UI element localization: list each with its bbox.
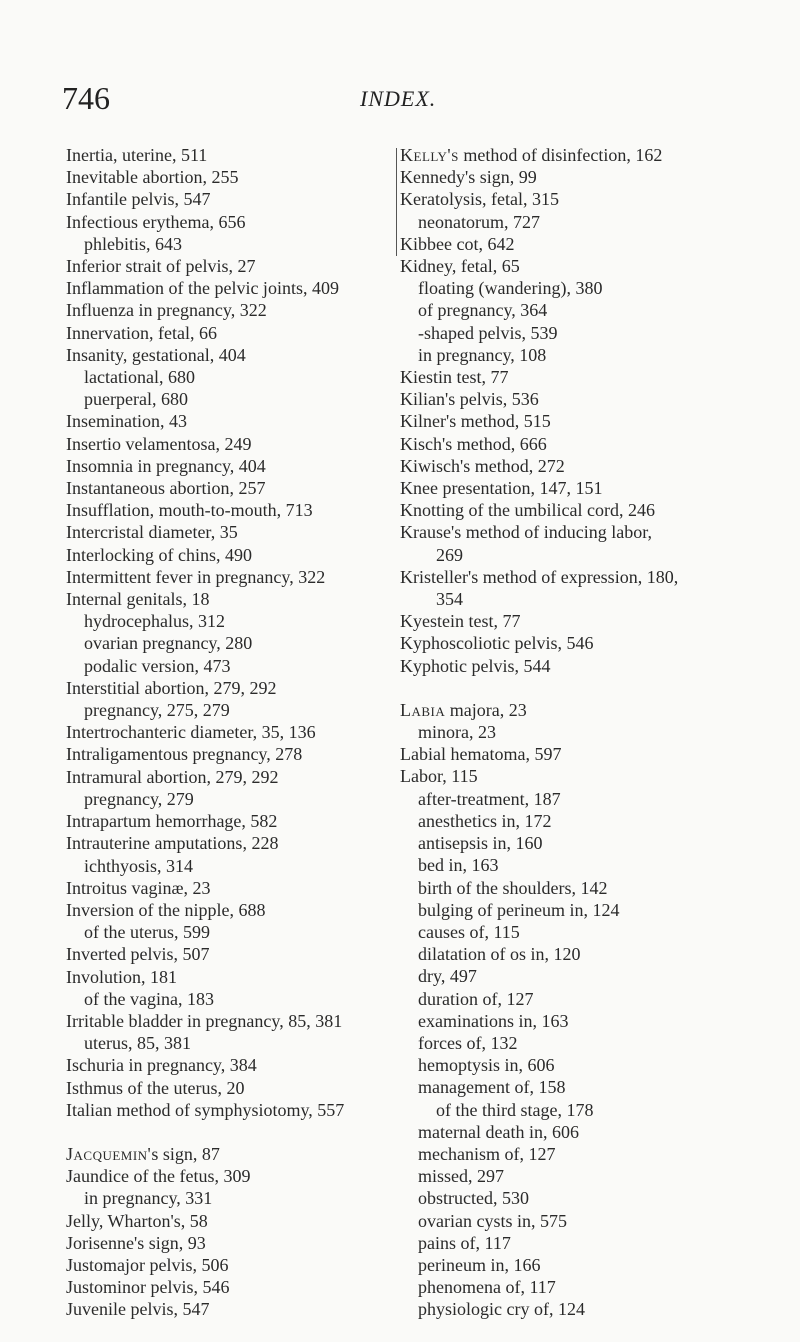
index-entry: of the uterus, 599 (84, 922, 210, 943)
index-entry: Juvenile pelvis, 547 (66, 1299, 210, 1320)
index-entry: hemoptysis in, 606 (418, 1055, 555, 1076)
index-entry: Jaundice of the fetus, 309 (66, 1166, 251, 1187)
index-entry: of the third stage, 178 (436, 1099, 594, 1120)
index-entry: Kiwisch's method, 272 (400, 455, 565, 476)
index-entry: Kyestein test, 77 (400, 611, 521, 632)
index-entry: ovarian pregnancy, 280 (84, 633, 253, 654)
index-entry: Labial hematoma, 597 (400, 744, 562, 765)
index-entry: Kelly's method of disinfection, 162 (400, 145, 663, 165)
index-entry: birth of the shoulders, 142 (418, 877, 608, 898)
index-entry: Justominor pelvis, 546 (66, 1277, 230, 1298)
index-entry: Justomajor pelvis, 506 (66, 1254, 229, 1275)
index-entry: -shaped pelvis, 539 (418, 322, 558, 343)
index-entry: Isthmus of the uterus, 20 (66, 1077, 245, 1098)
index-entry: Insertio velamentosa, 249 (66, 433, 252, 454)
index-entry: Irritable bladder in pregnancy, 85, 381 (66, 1010, 343, 1031)
index-entry: maternal death in, 606 (418, 1121, 579, 1142)
index-entry: mechanism of, 127 (418, 1143, 556, 1164)
index-entry: Ischuria in pregnancy, 384 (66, 1055, 257, 1076)
index-entry: 269 (436, 544, 463, 565)
index-entry: in pregnancy, 108 (418, 344, 547, 365)
index-entry: causes of, 115 (418, 921, 520, 942)
index-entry: management of, 158 (418, 1077, 566, 1098)
index-entry: Jelly, Wharton's, 58 (66, 1210, 208, 1231)
index-entry: ovarian cysts in, 575 (418, 1210, 567, 1231)
index-entry: Kibbee cot, 642 (400, 233, 515, 254)
index-entry: Infectious erythema, 656 (66, 211, 246, 232)
index-entry: Insomnia in pregnancy, 404 (66, 455, 266, 476)
index-entry: pregnancy, 275, 279 (84, 700, 230, 721)
index-entry: Introitus vaginæ, 23 (66, 877, 211, 898)
index-entry: 354 (436, 589, 463, 610)
index-entry: Jacquemin's sign, 87 (66, 1143, 220, 1164)
index-entry: Keratolysis, fetal, 315 (400, 189, 559, 210)
index-entry: uterus, 85, 381 (84, 1033, 191, 1054)
index-entry: Kyphoscoliotic pelvis, 546 (400, 633, 594, 654)
index-entry: dilatation of os in, 120 (418, 944, 581, 965)
running-head: INDEX. (360, 86, 437, 111)
index-entry: hydrocephalus, 312 (84, 611, 225, 632)
index-entry: Insanity, gestational, 404 (66, 344, 246, 365)
index-entry: Inevitable abortion, 255 (66, 167, 239, 188)
index-entry: podalic version, 473 (84, 655, 231, 676)
index-entry: antisepsis in, 160 (418, 833, 543, 854)
index-entry: Internal genitals, 18 (66, 589, 210, 610)
index-column-right (400, 144, 760, 1321)
index-entry: Inertia, uterine, 511 (66, 145, 208, 165)
index-entry: puerperal, 680 (84, 389, 188, 410)
index-entry: Insufflation, mouth-to-mouth, 713 (66, 500, 313, 521)
index-entry: Infantile pelvis, 547 (66, 189, 211, 210)
index-entry: examinations in, 163 (418, 1010, 569, 1031)
index-entry: pains of, 117 (418, 1232, 511, 1253)
index-column-left (66, 144, 446, 1321)
index-entry: Intermittent fever in pregnancy, 322 (66, 566, 326, 587)
index-entry: Intercristal diameter, 35 (66, 522, 238, 543)
index-entry: Labia majora, 23 (400, 699, 527, 720)
index-entry: of pregnancy, 364 (418, 300, 548, 321)
index-entry: bulging of perineum in, 124 (418, 899, 620, 920)
index-entry: minora, 23 (418, 722, 496, 743)
index-entry: Intraligamentous pregnancy, 278 (66, 744, 303, 765)
index-entry: of the vagina, 183 (84, 988, 214, 1009)
index-entry: Kiestin test, 77 (400, 367, 509, 388)
index-entry: bed in, 163 (418, 855, 499, 876)
index-entry: Intrauterine amputations, 228 (66, 833, 279, 854)
index-entry: Kilian's pelvis, 536 (400, 389, 539, 410)
index-entry: forces of, 132 (418, 1032, 518, 1053)
index-entry: Inferior strait of pelvis, 27 (66, 256, 256, 277)
index-entry: physiologic cry of, 124 (418, 1299, 585, 1320)
index-entry: Kidney, fetal, 65 (400, 256, 520, 277)
index-entry: Kristeller's method of expression, 180, (400, 566, 679, 587)
index-entry: floating (wandering), 380 (418, 278, 603, 299)
index-entry: Intrapartum hemorrhage, 582 (66, 811, 278, 832)
index-entry: Knee presentation, 147, 151 (400, 478, 603, 499)
index-entry: ichthyosis, 314 (84, 855, 194, 876)
index-entry: duration of, 127 (418, 988, 534, 1009)
index-entry: pregnancy, 279 (84, 788, 194, 809)
index-entry: Insemination, 43 (66, 411, 187, 432)
index-entry: neonatorum, 727 (418, 211, 540, 232)
index-entry: Innervation, fetal, 66 (66, 322, 217, 343)
index-entry: phenomena of, 117 (418, 1277, 556, 1298)
index-entry: Instantaneous abortion, 257 (66, 478, 266, 499)
index-entry: anesthetics in, 172 (418, 810, 552, 831)
index-entry: phlebitis, 643 (84, 233, 182, 254)
index-entry: Intramural abortion, 279, 292 (66, 766, 279, 787)
index-entry: Kyphotic pelvis, 544 (400, 655, 551, 676)
index-entry: Knotting of the umbilical cord, 246 (400, 500, 655, 521)
index-entry: obstructed, 530 (418, 1188, 529, 1209)
index-entry: Italian method of symphysiotomy, 557 (66, 1099, 345, 1120)
index-entry: Inverted pelvis, 507 (66, 944, 210, 965)
index-entry: Kennedy's sign, 99 (400, 167, 537, 188)
index-entry: lactational, 680 (84, 367, 195, 388)
index-entry: missed, 297 (418, 1166, 505, 1187)
index-entry: Labor, 115 (400, 766, 478, 787)
index-entry: Influenza in pregnancy, 322 (66, 300, 267, 321)
index-entry: dry, 497 (418, 966, 477, 987)
index-entry: Inflammation of the pelvic joints, 409 (66, 278, 339, 299)
index-entry: after-treatment, 187 (418, 788, 561, 809)
index-entry: Kisch's method, 666 (400, 433, 547, 454)
index-entry: Kilner's method, 515 (400, 411, 551, 432)
index-entry: in pregnancy, 331 (84, 1188, 213, 1209)
index-entry: Interlocking of chins, 490 (66, 544, 252, 565)
index-entry: Krause's method of inducing labor, (400, 522, 652, 543)
index-entry: Inversion of the nipple, 688 (66, 899, 266, 920)
index-entry: Interstitial abortion, 279, 292 (66, 677, 277, 698)
index-entry: Involution, 181 (66, 966, 177, 987)
index-entry: Intertrochanteric diameter, 35, 136 (66, 722, 316, 743)
index-entry: perineum in, 166 (418, 1254, 541, 1275)
index-entry: Jorisenne's sign, 93 (66, 1232, 206, 1253)
page-number: 746 (62, 80, 110, 116)
